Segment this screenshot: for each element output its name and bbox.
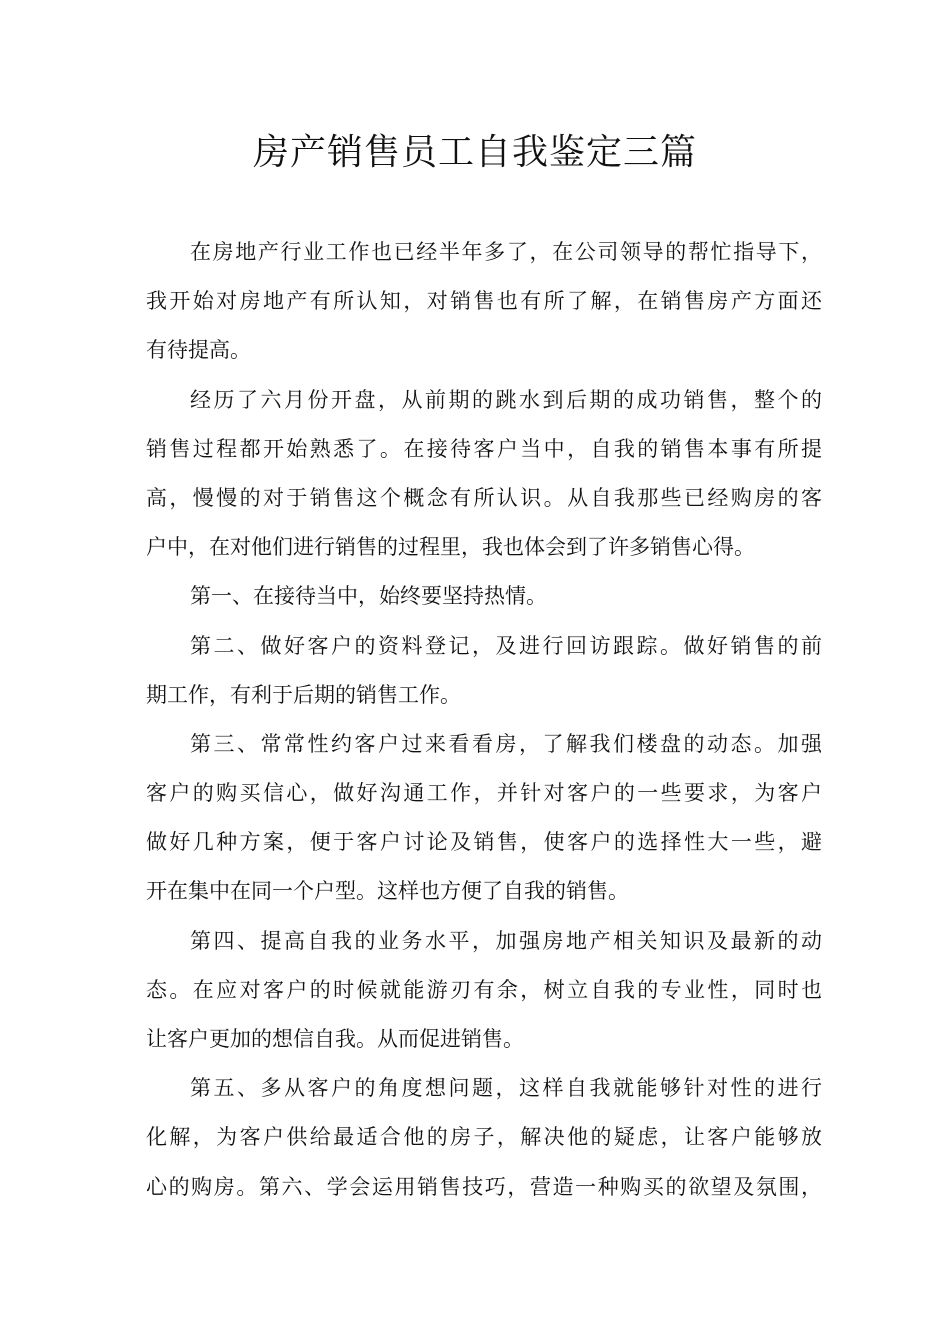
- document-title: 房产销售员工自我鉴定三篇: [252, 132, 697, 173]
- paragraph-7-line-3: 心的购房。第六、学会运用销售技巧，营造一种购买的欲望及氛围，: [146, 1174, 822, 1199]
- paragraph-2-line-1: 经历了六月份开盘，从前期的跳水到后期的成功销售，整个的: [190, 387, 822, 412]
- paragraph-1-line-2: 我开始对房地产有所认知，对销售也有所了解，在销售房产方面还: [146, 289, 822, 314]
- paragraph-2-line-4: 户中，在对他们进行销售的过程里，我也体会到了许多销售心得。: [146, 535, 755, 560]
- paragraph-5-line-1: 第三、常常性约客户过来看看房，了解我们楼盘的动态。加强: [190, 731, 822, 756]
- paragraph-4-line-2: 期工作，有利于后期的销售工作。: [146, 682, 461, 707]
- paragraph-2-line-3: 高，慢慢的对于销售这个概念有所认识。从自我那些已经购房的客: [146, 485, 822, 510]
- paragraph-2-line-2: 销售过程都开始熟悉了。在接待客户当中，自我的销售本事有所提: [146, 436, 822, 461]
- paragraph-6-line-1: 第四、提高自我的业务水平，加强房地产相关知识及最新的动: [190, 928, 822, 953]
- paragraph-6-line-3: 让客户更加的想信自我。从而促进销售。: [146, 1027, 524, 1051]
- paragraph-5-line-2: 客户的购买信心，做好沟通工作，并针对客户的一些要求，为客户: [146, 781, 822, 806]
- paragraph-7-line-2: 化解，为客户供给最适合他的房子，解决他的疑虑，让客户能够放: [146, 1125, 822, 1150]
- paragraph-7-line-1: 第五、多从客户的角度想问题，这样自我就能够针对性的进行: [190, 1076, 822, 1101]
- paragraph-6-line-2: 态。在应对客户的时候就能游刃有余，树立自我的专业性，同时也: [146, 977, 822, 1002]
- paragraph-1-line-1: 在房地产行业工作也已经半年多了，在公司领导的帮忙指导下，: [190, 240, 822, 264]
- document-body: [146, 228, 822, 1212]
- paragraph-5-line-3: 做好几种方案，便于客户讨论及销售，使客户的选择性大一些，避: [146, 830, 822, 855]
- paragraph-4-line-1: 第二、做好客户的资料登记，及进行回访跟踪。做好销售的前: [190, 633, 822, 658]
- paragraph-1-line-3: 有待提高。: [146, 338, 251, 363]
- paragraph-3-line-1: 第一、在接待当中，始终要坚持热情。: [190, 584, 547, 609]
- paragraph-5-line-4: 开在集中在同一个户型。这样也方便了自我的销售。: [146, 879, 629, 904]
